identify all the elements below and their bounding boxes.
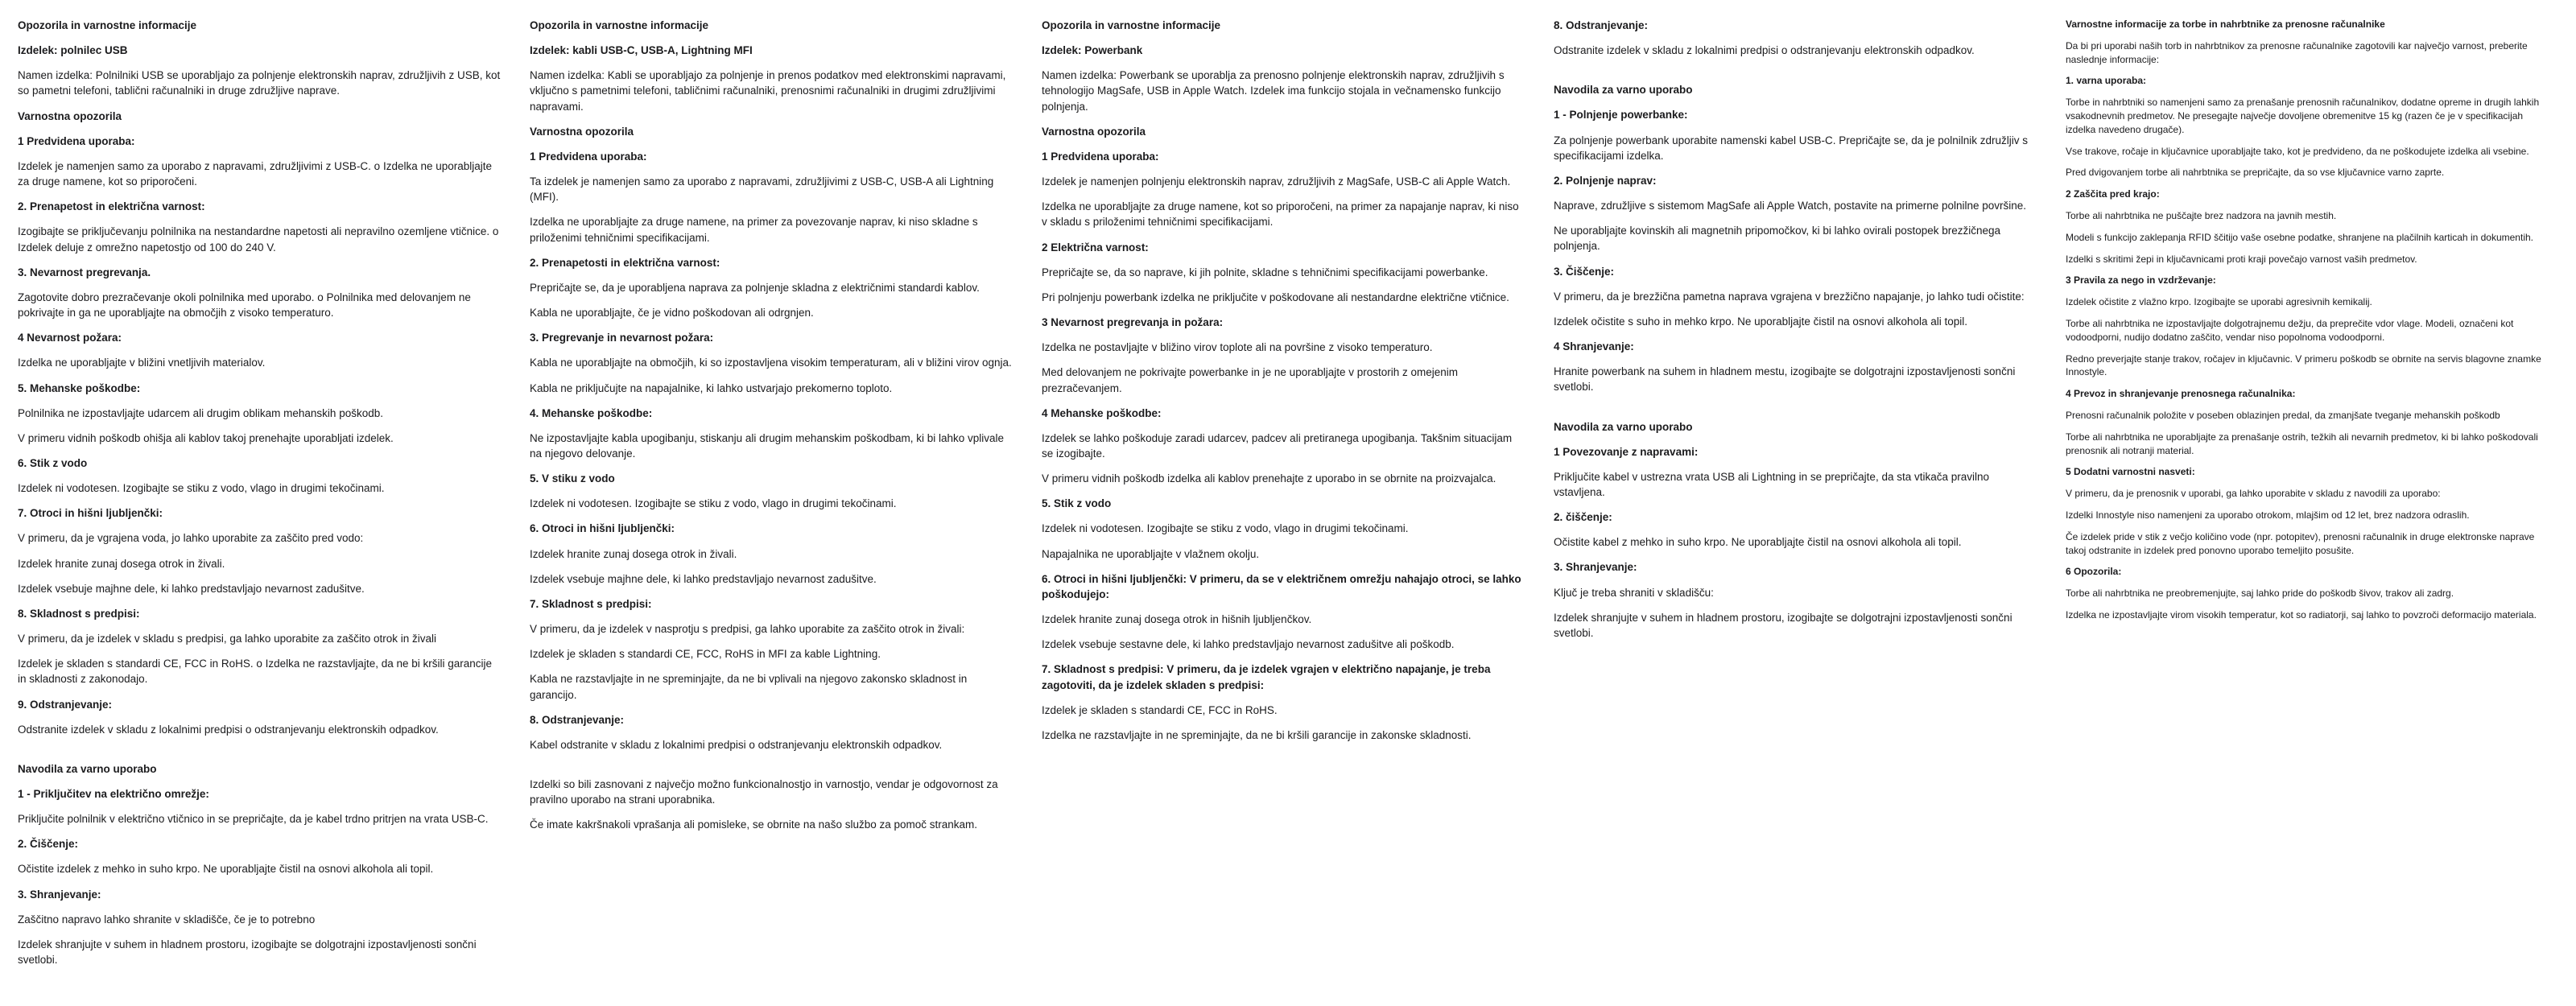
paragraph: Izdelka ne postavljajte v bližino virov toplote ali na površine z visoko temperaturo. <box>1042 341 1433 354</box>
paragraph: Priključite kabel v ustrezna vrata USB ali Lightning in se prepričajte, da sta vtikača pravilno vstavljena. <box>1554 470 1992 498</box>
section-heading: Opozorila in varnostne informacije <box>530 19 709 31</box>
paragraph: Izdelka ne uporabljajte za druge namene, na primer za povezovanje naprav, ki niso skladne s priloženimi tehničnimi specifikacijami. <box>530 216 981 244</box>
paragraph: Izdelek je namenjen polnjenju elektronskih naprav, združljivih z MagSafe, USB-C ali Apple Watch. <box>1042 175 1511 188</box>
section-heading: Izdelek: Powerbank <box>1042 44 1143 57</box>
column-powerbank-safety <box>1042 18 1526 1006</box>
section-heading: 4 Prevoz in shranjevanje prenosnega računalnika: <box>2066 388 2296 400</box>
paragraph: Izdelek je skladen s standardi CE, FCC, RoHS in MFI za kable Lightning. <box>530 648 881 661</box>
paragraph: Prepričajte se, da je uporabljena naprava za polnjenje skladna z električnimi standardi kablov. <box>530 281 980 294</box>
paragraph: Za polnjenje powerbank uporabite namenski kabel USB-C. Prepričajte se, da je polnilnik združljiv s specifikacijami izdelka. <box>1554 134 2031 162</box>
paragraph: Torbe ali nahrbtnika ne izpostavljajte dolgotrajnemu dežju, da preprečite vdor vlage. Modeli, označeni kot vodoodporni, nudijo dodatno zaščito, vendar niso popolnoma vodoodporni. <box>2066 317 2516 343</box>
paragraph: Med delovanjem ne pokrivajte powerbanke in je ne uporabljajte v prostorih z omejenim prezračevanjem. <box>1042 366 1461 394</box>
section-heading: 6 Opozorila: <box>2066 566 2122 578</box>
paragraph: V primeru, da je izdelek v nasprotju s predpisi, ga lahko uporabite za zaščito otrok in živali: <box>530 623 965 636</box>
section-heading: Izdelek: polnilec USB <box>18 44 128 57</box>
paragraph: Namen izdelka: Polnilniki USB se uporabljajo za polnjenje elektronskih naprav, združljivih z USB, kot so pametni telefoni, tablični računalniki in druge združljive naprave. <box>18 69 504 97</box>
section-heading: 1. varna uporaba: <box>2066 75 2147 87</box>
paragraph: Torbe ali nahrbtnika ne uporabljajte za prenašanje ostrih, težkih ali nevarnih predmetov, ki bi lahko poškodovali prenosnik ali notranji material. <box>2066 431 2541 456</box>
paragraph: Vse trakove, ročaje in ključavnice uporabljajte tako, kot je predvideno, da ne poškodujete izdelka ali vsebine. <box>2066 145 2529 157</box>
section-heading: Opozorila in varnostne informacije <box>18 19 197 31</box>
paragraph: V primeru, da je brezžična pametna naprava vgrajena v brezžično napajanje, jo lahko tudi očistite: <box>1554 290 2025 303</box>
paragraph: V primeru vidnih poškodb ohišja ali kablov takoj prenehajte uporabljati izdelek. <box>18 431 394 444</box>
paragraph: Izdelka ne izpostavljajte virom visokih temperatur, kot so radiatorji, saj lahko to povzroči deformacijo materiala. <box>2066 608 2537 621</box>
section-heading: Varnostne informacije za torbe in nahrbtnike za prenosne računalnike <box>2066 19 2385 30</box>
paragraph: Zaščitno napravo lahko shranite v skladišče, če je to potrebno <box>18 913 316 926</box>
section-heading: 2. Prenapetosti in električna varnost: <box>530 256 720 269</box>
paragraph: Kabel odstranite v skladu z lokalnimi predpisi o odstranjevanju elektronskih odpadkov. <box>530 738 943 751</box>
section-heading: 6. Otroci in hišni ljubljenčki: V primeru, da se v električnem omrežju nahajajo otroci, se lahko poškodujejo: <box>1042 572 1525 600</box>
paragraph: Da bi pri uporabi naših torb in nahrbtnikov za prenosne računalnike zagotovili kar največjo varnost, preberite naslednje informacije: <box>2066 39 2530 65</box>
paragraph: Izdelek hranite zunaj dosega otrok in živali. <box>18 557 225 570</box>
section-heading: 6. Stik z vodo <box>18 456 88 469</box>
section-heading: 4 Shranjevanje: <box>1554 340 1634 353</box>
section-heading: 5. Stik z vodo <box>1042 497 1112 510</box>
paragraph: Izdelek ni vodotesen. Izogibajte se stiku z vodo, vlago in drugimi tekočinami. <box>18 482 385 495</box>
paragraph: Ne izpostavljajte kabla upogibanju, stiskanju ali drugim mehanskim poškodbam, ki bi lahko vplivale na njegovo delovanje. <box>530 431 1007 460</box>
paragraph: Izdelka ne razstavljajte in ne spreminjajte, da ne bi kršili garancije in zakonske skladnosti. <box>1042 728 1472 741</box>
section-heading: 1 Predvidena uporaba: <box>1042 150 1159 163</box>
section-heading: Navodila za varno uporabo <box>1554 84 1693 97</box>
column-usb-charger-safety <box>18 18 502 1006</box>
paragraph: Izdelek očistite z vlažno krpo. Izogibajte se uporabi agresivnih kemikalij. <box>2066 296 2372 308</box>
paragraph: Kabla ne razstavljajte in ne spreminjajte, da ne bi vplivali na njegovo zakonsko skladnost in garancijo. <box>530 673 971 701</box>
section-heading: 2. Čiščenje: <box>18 838 79 851</box>
paragraph: V primeru, da je izdelek v skladu s predpisi, ga lahko uporabite za zaščito otrok in živali <box>18 633 437 645</box>
paragraph: Prenosni računalnik položite v poseben oblazinjen predal, da zmanjšate tveganje mehanskih poškodb <box>2066 409 2500 421</box>
section-heading: Opozorila in varnostne informacije <box>1042 19 1221 31</box>
paragraph: Ne uporabljajte kovinskih ali magnetnih pripomočkov, ki bi lahko ovirali postopek brezžičnega polnjenja. <box>1554 225 2004 253</box>
paragraph: Izdelek ni vodotesen. Izogibajte se stiku z vodo, vlago in drugimi tekočinami. <box>530 497 897 510</box>
section-heading: 3. Pregrevanje in nevarnost požara: <box>530 332 714 344</box>
paragraph: Redno preverjajte stanje trakov, ročajev in ključavnic. V primeru poškodb se obrnite na servis blagovne znamke Innostyle. <box>2066 353 2545 378</box>
section-heading: Varnostna opozorila <box>530 125 634 138</box>
paragraph: Hranite powerbank na suhem in hladnem mestu, izogibajte se dolgotrajni izpostavljenosti sončni svetlobi. <box>1554 365 2019 394</box>
paragraph: Torbe in nahrbtniki so namenjeni samo za prenašanje prenosnih računalnikov, dodatne opreme in drugih lahkih vsakodnevnih predmetov. Ne presegajte največje dovoljene obremenitve 15 kg (razen če je v specifikacijah izdelka navedeno drugače). <box>2066 97 2542 135</box>
column-powerbank-usage-continued <box>1554 18 2038 1006</box>
section-heading: 7. Skladnost s predpisi: <box>530 597 652 610</box>
paragraph: Izdelek je skladen s standardi CE, FCC in RoHS. o Izdelka ne razstavljajte, da ne bi kršili garancije in skladnosti z zakonodajo. <box>18 658 495 686</box>
section-heading: 2. Prenapetost in električna varnost: <box>18 200 205 213</box>
section-heading: 3 Pravila za nego in vzdrževanje: <box>2066 274 2216 287</box>
section-heading: 2. Polnjenje naprav: <box>1554 174 1657 187</box>
paragraph: Naprave, združljive s sistemom MagSafe ali Apple Watch, postavite na primerne polnilne površine. <box>1554 200 2027 212</box>
section-heading: 3 Nevarnost pregrevanja in požara: <box>1042 316 1224 329</box>
paragraph: Izdelek vsebuje majhne dele, ki lahko predstavljajo nevarnost zadušitve. <box>530 572 877 585</box>
paragraph: Izdelek vsebuje sestavne dele, ki lahko predstavljajo nevarnost zadušitve ali poškodb. <box>1042 638 1455 651</box>
paragraph: Kabla ne uporabljajte, če je vidno poškodovan ali odrgnjen. <box>530 307 814 320</box>
paragraph: Izdelek shranjujte v suhem in hladnem prostoru, izogibajte se dolgotrajni izpostavljenosti sončni svetlobi. <box>1554 611 2016 639</box>
section-heading: Navodila za varno uporabo <box>18 762 157 775</box>
section-heading: Izdelek: kabli USB-C, USB-A, Lightning MFI <box>530 44 753 57</box>
column-laptop-bags-safety <box>2066 18 2550 1006</box>
paragraph: Izdelek je namenjen samo za uporabo z napravami, združljivimi z USB-C. o Izdelka ne uporabljajte za druge namene, kot so priporočeni. <box>18 159 495 188</box>
paragraph: Očistite kabel z mehko in suho krpo. Ne uporabljajte čistil na osnovi alkohola ali topil. <box>1554 536 1962 549</box>
column-cables-safety <box>530 18 1014 1006</box>
paragraph: Polnilnika ne izpostavljajte udarcem ali drugim oblikam mehanskih poškodb. <box>18 406 383 419</box>
paragraph: V primeru, da je prenosnik v uporabi, ga lahko uporabite v skladu z navodili za uporabo: <box>2066 488 2441 500</box>
paragraph: Izdelek vsebuje majhne dele, ki lahko predstavljajo nevarnost zadušitve. <box>18 582 365 595</box>
section-heading: 2 Električna varnost: <box>1042 241 1149 254</box>
section-heading: 4. Mehanske poškodbe: <box>530 406 653 419</box>
paragraph: Izdelek shranjujte v suhem in hladnem prostoru, izogibajte se dolgotrajni izpostavljenosti sončni svetlobi. <box>18 938 480 967</box>
section-heading: 3. Čiščenje: <box>1554 265 1615 278</box>
section-heading: 2 Zaščita pred krajo: <box>2066 188 2160 200</box>
paragraph: Namen izdelka: Kabli se uporabljajo za polnjenje in prenos podatkov med elektronskimi napravami, vključno s pametnimi telefoni, tabličnimi računalniki, prenosnimi računalniki in drugimi združljivimi napravami. <box>530 69 1009 113</box>
paragraph: Če imate kakršnakoli vprašanja ali pomisleke, se obrnite na našo službo za pomoč strankam. <box>530 818 978 831</box>
section-heading: 6. Otroci in hišni ljubljenčki: <box>530 522 675 535</box>
paragraph: Modeli s funkcijo zaklepanja RFID ščitijo vaše osebne podatke, shranjene na plačilnih karticah in dokumentih. <box>2066 231 2533 243</box>
paragraph: Odstranite izdelek v skladu z lokalnimi predpisi o odstranjevanju elektronskih odpadkov. <box>18 723 439 736</box>
section-heading: 5 Dodatni varnostni nasveti: <box>2066 466 2195 478</box>
paragraph: Pri polnjenju powerbank izdelka ne priključite v poškodovane ali nestandardne električne vtičnice. <box>1042 291 1509 303</box>
paragraph: Torbe ali nahrbtnika ne puščajte brez nadzora na javnih mestih. <box>2066 209 2337 221</box>
paragraph: Izdelek je skladen s standardi CE, FCC in RoHS. <box>1042 703 1278 716</box>
paragraph: Pred dvigovanjem torbe ali nahrbtnika se prepričajte, da so vse ključavnice varno zaprte. <box>2066 167 2445 179</box>
paragraph: Če izdelek pride v stik z večjo količino vode (npr. potopitev), prenosni računalnik in druge elektronske naprave takoj odstranite in izdelek pred ponovno uporabo temeljito posušite. <box>2066 530 2537 556</box>
paragraph: Ključ je treba shraniti v skladišču: <box>1554 586 1714 599</box>
section-heading: 9. Odstranjevanje: <box>18 698 113 711</box>
section-heading: 2. čiščenje: <box>1554 511 1612 524</box>
section-heading: Navodila za varno uporabo <box>1554 420 1693 433</box>
paragraph: Izdelka ne uporabljajte za druge namene, kot so priporočeni, na primer za napajanje naprav, ki niso v skladu s priloženimi tehničnimi specifikacijami. <box>1042 200 1522 229</box>
section-heading: 1 Predvidena uporaba: <box>18 134 135 147</box>
paragraph: Zagotovite dobro prezračevanje okoli polnilnika med uporabo. o Polnilnika med delovanjem ne pokrivajte in ga ne uporabljajte na območjih z visoko temperaturo. <box>18 291 474 320</box>
section-heading: Varnostna opozorila <box>18 109 122 122</box>
paragraph: Izdelek ni vodotesen. Izogibajte se stiku z vodo, vlago in drugimi tekočinami. <box>1042 522 1409 535</box>
section-heading: 5. Mehanske poškodbe: <box>18 381 141 394</box>
section-heading: 3. Nevarnost pregrevanja. <box>18 266 151 278</box>
paragraph: Izdelek očistite s suho in mehko krpo. Ne uporabljajte čistil na osnovi alkohola ali topil. <box>1554 315 1968 328</box>
section-heading: 8. Skladnost s predpisi: <box>18 607 140 620</box>
section-heading: 7. Skladnost s predpisi: V primeru, da je izdelek vgrajen v električno napajanje, je treba zagotoviti, da je izdelek skladen s predpisi: <box>1042 663 1494 691</box>
section-heading: 3. Shranjevanje: <box>18 888 101 901</box>
section-heading: 4 Nevarnost požara: <box>18 332 122 344</box>
paragraph: Izdelka ne uporabljajte v bližini vnetljivih materialov. <box>18 357 266 369</box>
paragraph: Izdelki Innostyle niso namenjeni za uporabo otrokom, mlajšim od 12 let, brez nadzora odraslih. <box>2066 509 2470 521</box>
section-heading: Varnostna opozorila <box>1042 125 1146 138</box>
section-heading: 8. Odstranjevanje: <box>530 713 625 726</box>
section-heading: 4 Mehanske poškodbe: <box>1042 406 1162 419</box>
section-heading: 1 Povezovanje z napravami: <box>1554 445 1699 458</box>
paragraph: Izdelek se lahko poškoduje zaradi udarcev, padcev ali pretiranega upogibanja. Takšnim situacijam se izogibajte. <box>1042 431 1515 460</box>
section-heading: 3. Shranjevanje: <box>1554 561 1637 574</box>
paragraph: Prepričajte se, da so naprave, ki jih polnite, skladne s tehničnimi specifikacijami powerbanke. <box>1042 266 1488 278</box>
section-heading: 5. V stiku z vodo <box>530 472 615 485</box>
paragraph: V primeru, da je vgrajena voda, jo lahko uporabite za zaščito pred vodo: <box>18 532 364 545</box>
paragraph: Izdelki so bili zasnovani z največjo možno funkcionalnostjo in varnostjo, vendar je odgovornost za pravilno uporabo na strani uporabnika. <box>530 778 1001 806</box>
paragraph: Kabla ne uporabljajte na območjih, ki so izpostavljena visokim temperaturam, ali v bližini virov ognja. <box>530 357 1012 369</box>
paragraph: Torbe ali nahrbtnika ne preobremenjujte, saj lahko pride do poškodb šivov, trakov ali zadrg. <box>2066 588 2454 600</box>
paragraph: Napajalnika ne uporabljajte v vlažnem okolju. <box>1042 547 1260 560</box>
paragraph: Izdelki s skritimi žepi in ključavnicami proti kraji povečajo varnost vaših predmetov. <box>2066 253 2417 265</box>
section-heading: 8. Odstranjevanje: <box>1554 19 1649 31</box>
paragraph: Odstranite izdelek v skladu z lokalnimi predpisi o odstranjevanju elektronskih odpadkov. <box>1554 44 1975 57</box>
section-heading: 7. Otroci in hišni ljubljenčki: <box>18 507 163 520</box>
section-heading: 1 - Priključitev na električno omrežje: <box>18 788 209 800</box>
paragraph: Ta izdelek je namenjen samo za uporabo z napravami, združljivimi z USB-C, USB-A ali Lightning (MFI). <box>530 175 997 204</box>
paragraph: Kabla ne priključujte na napajalnike, ki lahko ustvarjajo prekomerno toploto. <box>530 381 893 394</box>
section-heading: 1 Predvidena uporaba: <box>530 150 647 163</box>
paragraph: Očistite izdelek z mehko in suho krpo. Ne uporabljajte čistil na osnovi alkohola ali topil. <box>18 863 434 876</box>
section-heading: 1 - Polnjenje powerbanke: <box>1554 109 1688 122</box>
paragraph: Izogibajte se priključevanju polnilnika na nestandardne napetosti ali nepravilno ozemljene vtičnice. o Izdelek deluje z omrežno napetostjo od 100 do 240 V. <box>18 225 502 254</box>
paragraph: V primeru vidnih poškodb izdelka ali kablov prenehajte z uporabo in se obrnite na proizvajalca. <box>1042 472 1496 485</box>
paragraph: Priključite polnilnik v električno vtičnico in se prepričajte, da je kabel trdno pritrjen na vrata USB-C. <box>18 813 489 826</box>
paragraph: Namen izdelka: Powerbank se uporablja za prenosno polnjenje elektronskih naprav, združljivih s tehnologijo MagSafe, USB in Apple Watch. Izdelek ima funkcijo stojala in večnamensko funkcijo polnjenja. <box>1042 69 1508 113</box>
paragraph: Izdelek hranite zunaj dosega otrok in živali. <box>530 547 737 560</box>
paragraph: Izdelek hranite zunaj dosega otrok in hišnih ljubljenčkov. <box>1042 613 1312 626</box>
